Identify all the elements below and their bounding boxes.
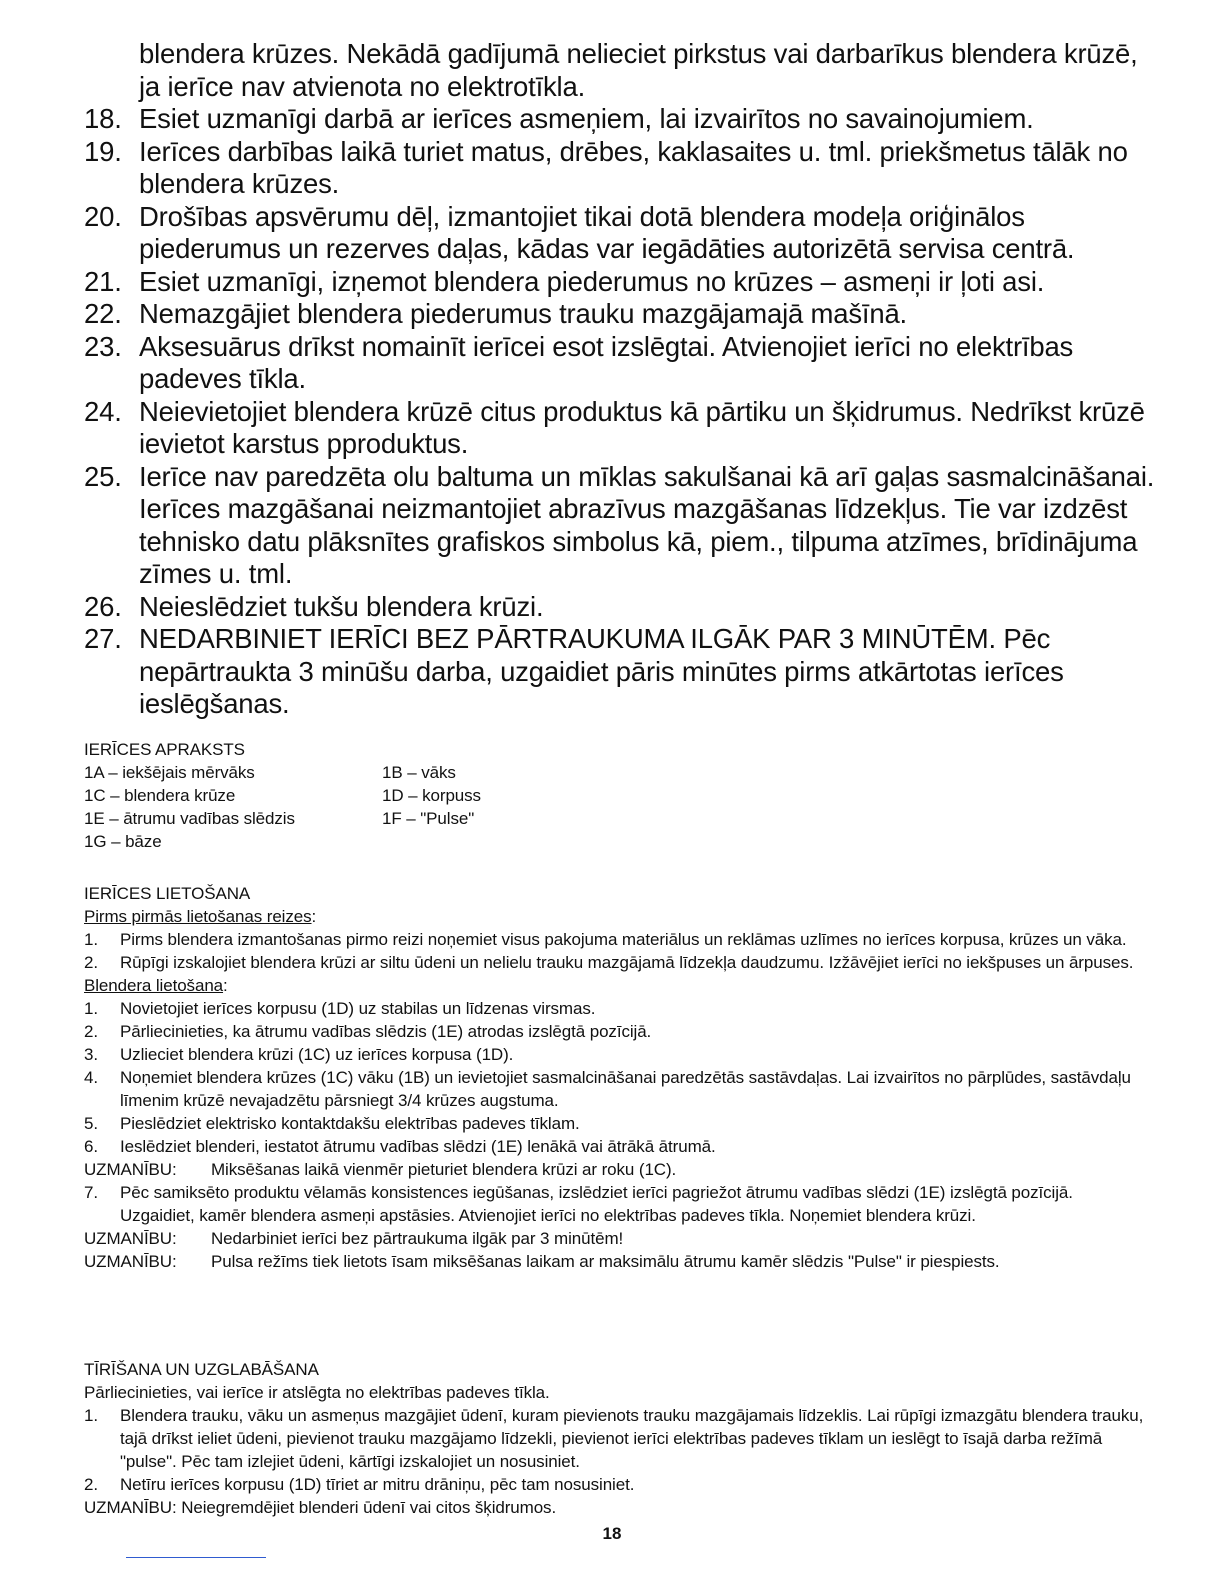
item-text: Pārliecinieties, ka ātrumu vadības slēdzis (1E) atrodas izslēgtā pozīcijā. [120, 1022, 652, 1041]
part-label: 1C – blendera krūze [84, 786, 236, 805]
safety-item [84, 103, 1164, 136]
parts-list [84, 761, 1144, 853]
list-item [84, 1473, 1144, 1496]
list-item [84, 1043, 1144, 1066]
item-text: Ieslēdziet blenderi, iestatot ātrumu vadības slēdzi (1E) lenākā vai ātrākā ātrumā. [120, 1137, 716, 1156]
list-item [84, 1404, 1144, 1473]
item-number: 26. [84, 590, 122, 622]
list-item [84, 1020, 1144, 1043]
item-number: 1. [84, 930, 98, 949]
warning-text: Miksēšanas laikā vienmēr pieturiet blendera krūzi ar roku (1C). [211, 1160, 677, 1179]
device-usage [84, 882, 1144, 1273]
page-number: 18 [602, 1524, 622, 1543]
warning-label: UZMANĪBU: [84, 1252, 177, 1271]
warning-note [84, 1227, 1144, 1250]
item-number: 18. [84, 103, 122, 134]
safety-item [84, 623, 1164, 721]
list-item [84, 1181, 1144, 1227]
item-text: Neievietojiet blendera krūzē citus produktus kā pārtiku un šķidrumus. Nedrīkst krūzē ievietot karstus pproduktus. [139, 395, 1145, 459]
part-label: 1F – "Pulse" [382, 809, 475, 828]
item-number: 23. [84, 330, 122, 362]
safety-item [84, 136, 1164, 201]
warning-label: UZMANĪBU: [84, 1160, 177, 1179]
part-label: 1D – korpuss [382, 786, 481, 805]
warning-note [84, 1158, 1144, 1181]
subheading-colon: : [223, 976, 228, 995]
item-text: Uzlieciet blendera krūzi (1C) uz ierīces korpusa (1D). [120, 1045, 514, 1064]
first-use-subheading [84, 905, 1144, 928]
part-label: 1G – bāze [84, 832, 162, 851]
warning-text: Nedarbiniet ierīci bez pārtraukuma ilgāk par 3 minūtēm! [211, 1229, 624, 1248]
item-text: Novietojiet ierīces korpusu (1D) uz stabilas un līdzenas virsmas. [120, 999, 596, 1018]
item-number: 4. [84, 1068, 98, 1087]
item-text: Ierīces darbības laikā turiet matus, drēbes, kaklasaites u. tml. priekšmetus tālāk no blendera krūzes. [139, 135, 1128, 199]
cleaning-storage [84, 1358, 1144, 1519]
item-number: 21. [84, 265, 122, 297]
item-number: 19. [84, 135, 122, 167]
safety-continuation: blendera krūzes. Nekādā gadījumā nelieciet pirkstus vai darbarīkus blendera krūzē, ja ierīce nav atvienota no elektrotīkla. [139, 38, 1138, 102]
blender-use-subheading [84, 974, 1144, 997]
item-number: 6. [84, 1137, 98, 1156]
item-text: Nemazgājiet blendera piederumus trauku mazgājamajā mašīnā. [139, 298, 907, 329]
list-item [84, 1135, 1144, 1158]
safety-item [84, 201, 1164, 266]
subheading-text: Blendera lietošana [84, 976, 224, 995]
footer-rule [126, 1557, 266, 1558]
list-item [84, 928, 1144, 951]
item-text: Blendera trauku, vāku un asmeņus mazgājiet ūdenī, kuram pievienots trauku mazgājamais līdzeklis. Lai rūpīgi izmazgātu blendera trauku, tajā drīkst ieliet ūdeni, pievienot trauku mazgājamo līdzekli, pievienot ierīci elektrības padeves tīklam un ieslēgt to īsajā darba režīmā "pulse". Pēc tam izlejiet ūdeni, kārtīgi izskalojiet un nosusiniet. [120, 1406, 1144, 1471]
safety-item [84, 461, 1164, 591]
subheading-colon: : [311, 907, 317, 926]
item-text: Noņemiet blendera krūzes (1C) vāku (1B) un ievietojiet sasmalcināšanai paredzētās sastāvdaļas. Lai izvairītos no pārplūdes, sastāvdaļu līmenim krūzē nevajadzētu pārsniegt 3/4 krūzes augstuma. [120, 1068, 1131, 1110]
item-number: 1. [84, 999, 98, 1018]
safety-instructions [84, 38, 1164, 721]
cleaning-warning: UZMANĪBU: Neiegremdējiet blenderi ūdenī vai citos šķidrumos. [84, 1498, 557, 1517]
section-heading: IERĪCES LIETOŠANA [84, 884, 251, 903]
list-item [84, 1112, 1144, 1135]
item-text: Pēc samiksēto produktu vēlamās konsistences iegūšanas, izslēdziet ierīci pagriežot ātrumu vadības slēdzi (1E) izslēgtā pozīcijā. Uzgaidiet, kamēr blendera asmeņi apstāsies. Atvienojiet ierīci no elektrības padeves tīkla. Noņemiet blendera krūzi. [120, 1183, 1073, 1225]
item-text: Pieslēdziet elektrisko kontaktdakšu elektrības padeves tīklam. [120, 1114, 580, 1133]
item-number: 1. [84, 1406, 98, 1425]
item-text: Rūpīgi izskalojiet blendera krūzi ar siltu ūdeni un nelielu trauku mazgājamā līdzekļa daudzumu. Izžāvējiet ierīci no iekšpuses un ārpuses. [120, 953, 1134, 972]
item-text: Esiet uzmanīgi darbā ar ierīces asmeņiem, lai izvairītos no savainojumiem. [139, 103, 1034, 134]
item-number: 27. [84, 623, 122, 654]
item-text: Neieslēdziet tukšu blendera krūzi. [139, 590, 544, 622]
list-item [84, 951, 1144, 974]
section-heading: TĪRĪŠANA UN UZGLABĀŠANA [84, 1360, 319, 1379]
item-text: Pirms blendera izmantošanas pirmo reizi noņemiet visus pakojuma materiālus un reklāmas uzlīmes no ierīces korpusa, krūzes un vāka. [120, 930, 1127, 949]
item-number: 5. [84, 1114, 98, 1133]
item-number: 3. [84, 1045, 98, 1064]
safety-item [84, 298, 1164, 331]
section-heading: IERĪCES APRAKSTS [84, 740, 245, 759]
item-number: 2. [84, 1022, 98, 1041]
item-text: Aksesuārus drīkst nomainīt ierīcei esot izslēgtai. Atvienojiet ierīci no elektrības padeves tīkla. [139, 330, 1074, 394]
list-item [84, 1066, 1144, 1112]
part-label: 1E – ātrumu vadības slēdzis [84, 809, 295, 828]
item-text: Drošības apsvērumu dēļ, izmantojiet tikai dotā blendera modeļa oriģinālos piederumus un rezerves daļas, kādas var iegādāties autorizētā servisa centrā. [139, 200, 1075, 264]
item-number: 7. [84, 1183, 98, 1202]
item-number: 22. [84, 298, 122, 329]
subheading-text: Pirms pirmās lietošanas reizes [84, 907, 312, 926]
item-text: Esiet uzmanīgi, izņemot blendera piederumus no krūzes – asmeņi ir ļoti asi. [139, 265, 1045, 297]
item-number: 25. [84, 460, 122, 492]
safety-item [84, 266, 1164, 299]
part-label: 1B – vāks [382, 763, 456, 782]
item-number: 24. [84, 395, 122, 427]
warning-text: Pulsa režīms tiek lietots īsam miksēšanas laikam ar maksimālu ātrumu kamēr slēdzis "Pulse" ir piespiests. [211, 1252, 1000, 1271]
item-number: 20. [84, 200, 122, 232]
device-description [84, 738, 1144, 853]
warning-note [84, 1250, 1144, 1273]
item-number: 2. [84, 1475, 98, 1494]
item-number: 2. [84, 953, 98, 972]
cleaning-intro: Pārliecinieties, vai ierīce ir atslēgta no elektrības padeves tīkla. [84, 1383, 550, 1402]
item-text: Ierīce nav paredzēta olu baltuma un mīklas sakulšanai kā arī gaļas sasmalcināšanai. Ierīces mazgāšanai neizmantojiet abrazīvus mazgāšanas līdzekļus. Tie var izdzēst tehnisko datu plāksnītes grafiskos simbolus kā, piem., tilpuma atzīmes, brīdinājuma zīmes u. tml. [139, 460, 1155, 589]
warning-label: UZMANĪBU: [84, 1229, 177, 1248]
item-text: Netīru ierīces korpusu (1D) tīriet ar mitru drāniņu, pēc tam nosusiniet. [120, 1475, 635, 1494]
item-text: NEDARBINIET IERĪCI BEZ PĀRTRAUKUMA ILGĀK PAR 3 MINŪTĒM. Pēc nepārtraukta 3 minūšu darba, uzgaidiet pāris minūtes pirms atkārtotas ierīces ieslēgšanas. [139, 623, 1064, 719]
safety-item [84, 396, 1164, 461]
safety-item [84, 331, 1164, 396]
part-label: 1A – iekšējais mērvāks [84, 763, 255, 782]
list-item [84, 997, 1144, 1020]
safety-item [84, 591, 1164, 624]
